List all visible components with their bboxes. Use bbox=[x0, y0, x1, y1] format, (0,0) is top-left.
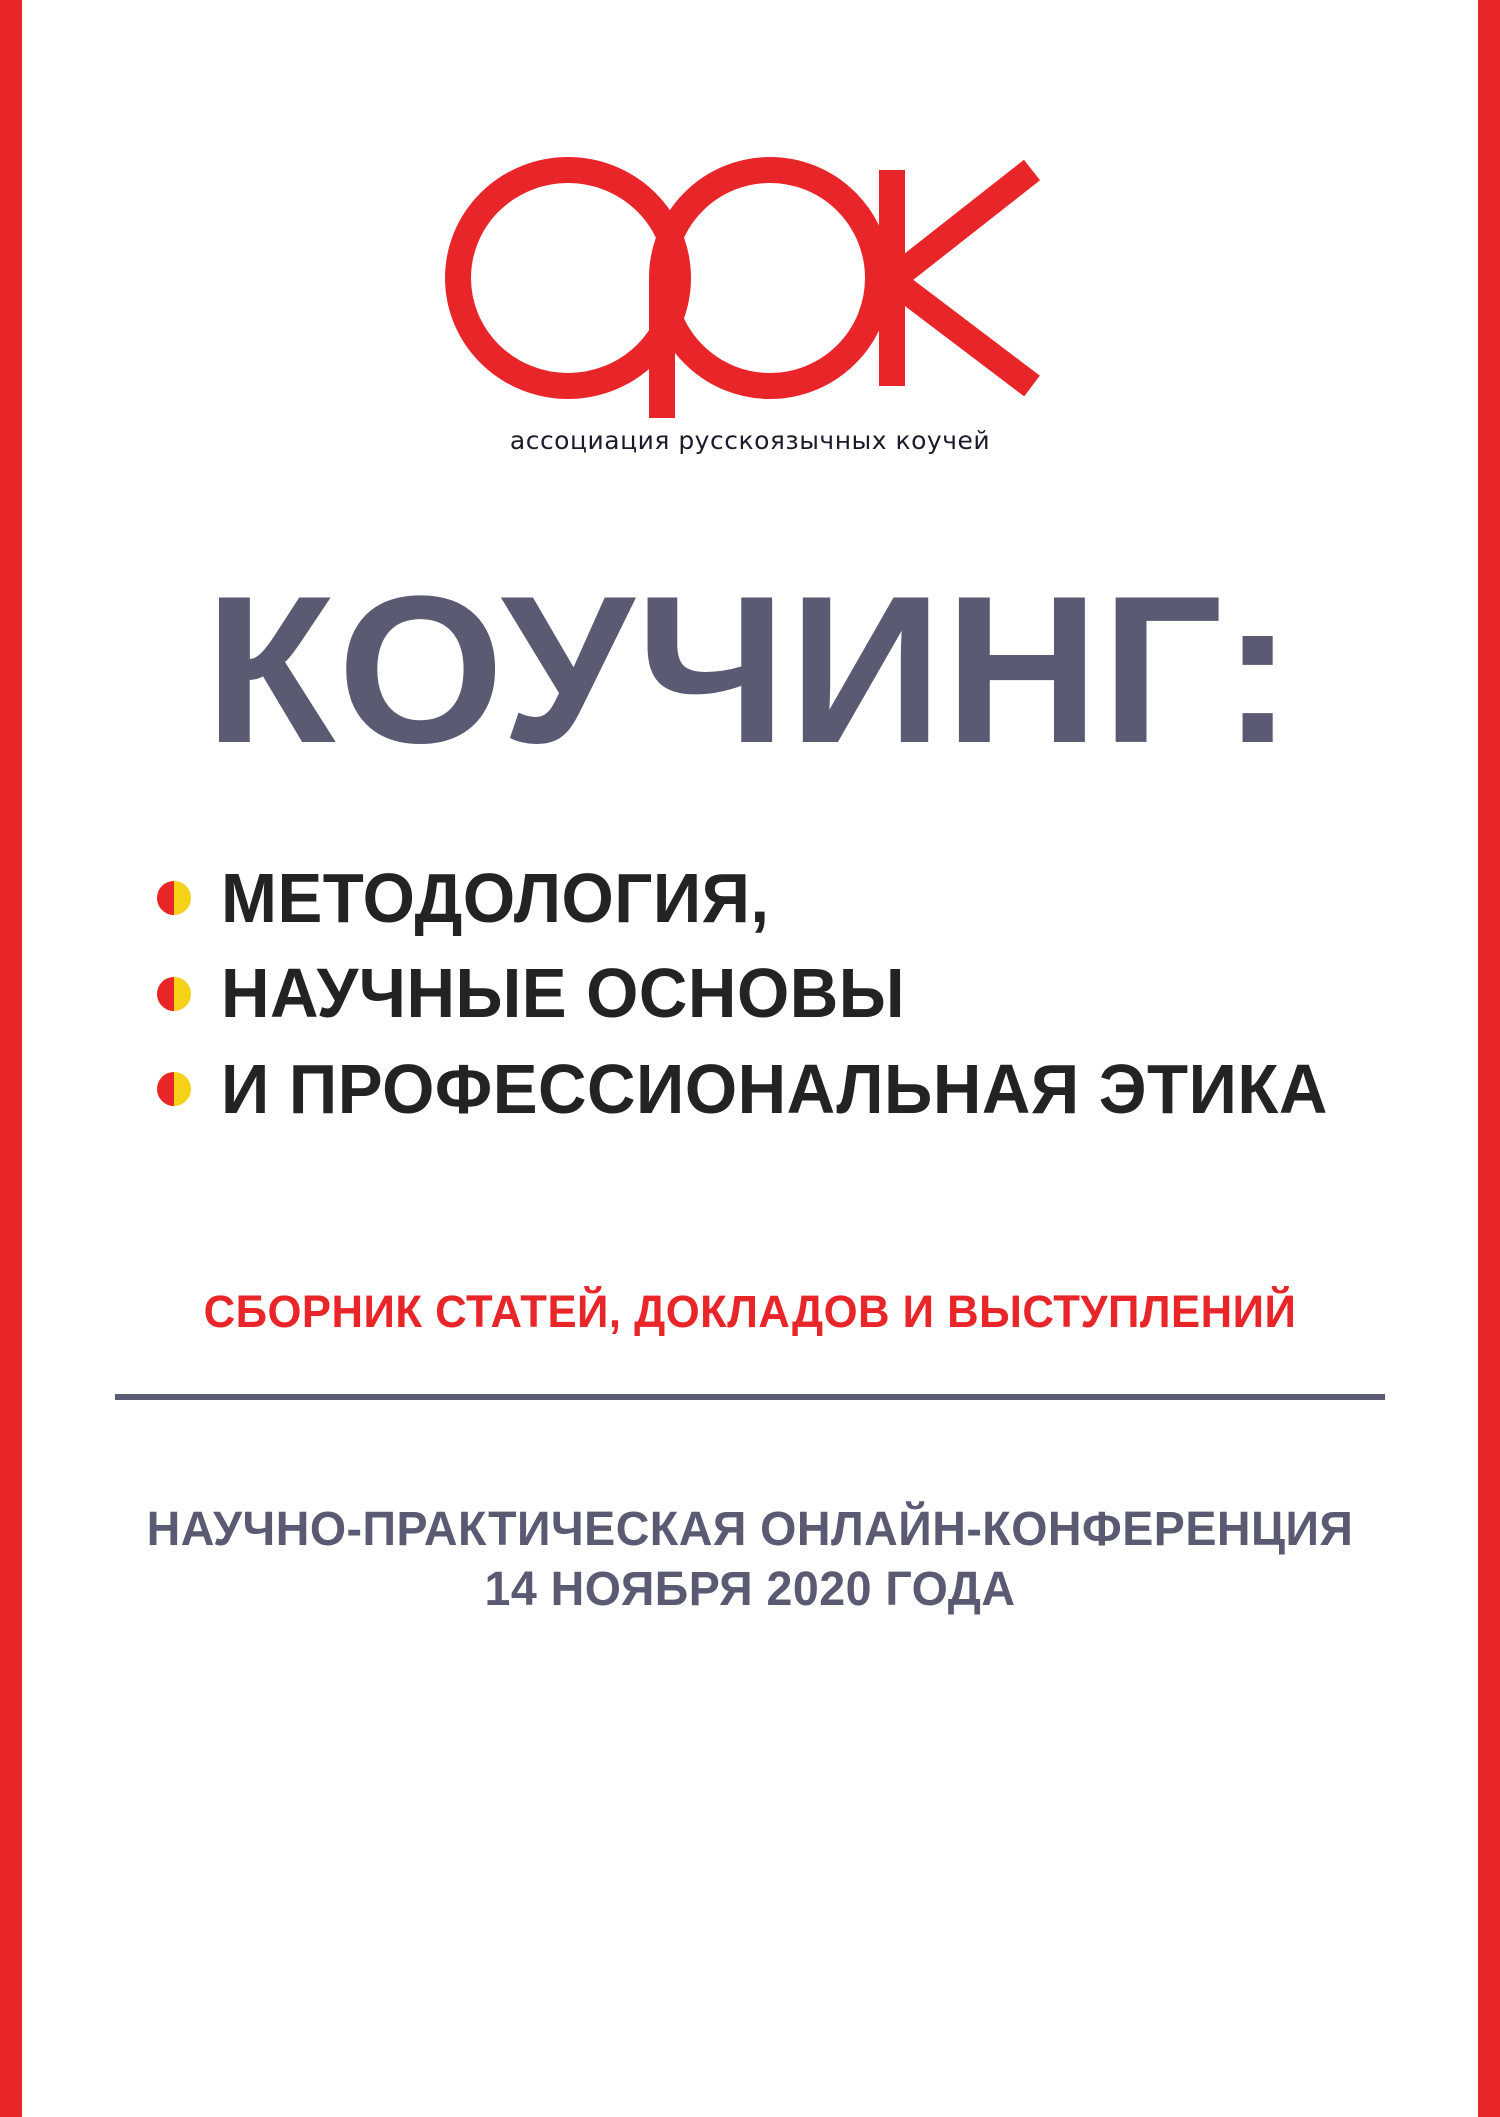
page-title: КОУЧИНГ: bbox=[204, 552, 1296, 787]
right-red-bar bbox=[1478, 0, 1500, 2117]
logo-stem bbox=[649, 278, 675, 418]
bullet-dot-icon bbox=[157, 977, 191, 1011]
left-red-bar bbox=[0, 0, 22, 2117]
list-item bbox=[157, 858, 1438, 937]
list-item bbox=[157, 1049, 1438, 1128]
bullet-label: МЕТОДОЛОГИЯ, bbox=[221, 858, 770, 937]
subtitle: СБОРНИК СТАТЕЙ, ДОКЛАДОВ И ВЫСТУПЛЕНИЙ bbox=[203, 1286, 1297, 1337]
divider bbox=[115, 1394, 1385, 1400]
footer-line-event: НАУЧНО-ПРАКТИЧЕСКАЯ ОНЛАЙН-КОНФЕРЕНЦИЯ bbox=[146, 1503, 1354, 1556]
bullet-dot-icon bbox=[157, 881, 191, 915]
arc-logo-icon bbox=[440, 150, 1060, 420]
logo-block bbox=[22, 150, 1478, 455]
bullet-label: НАУЧНЫЕ ОСНОВЫ bbox=[221, 954, 905, 1032]
bullet-dot-icon bbox=[157, 1072, 191, 1106]
logo-tagline: ассоциация русскоязычных коучей bbox=[509, 426, 991, 455]
footer-line-date: 14 НОЯБРЯ 2020 ГОДА bbox=[484, 1563, 1016, 1616]
footer-block bbox=[44, 1500, 1456, 1620]
list-item bbox=[157, 954, 1438, 1032]
cover-content bbox=[22, 0, 1478, 2117]
bullet-list bbox=[157, 858, 1438, 1128]
bullet-label: И ПРОФЕССИОНАЛЬНАЯ ЭТИКА bbox=[221, 1049, 1328, 1128]
